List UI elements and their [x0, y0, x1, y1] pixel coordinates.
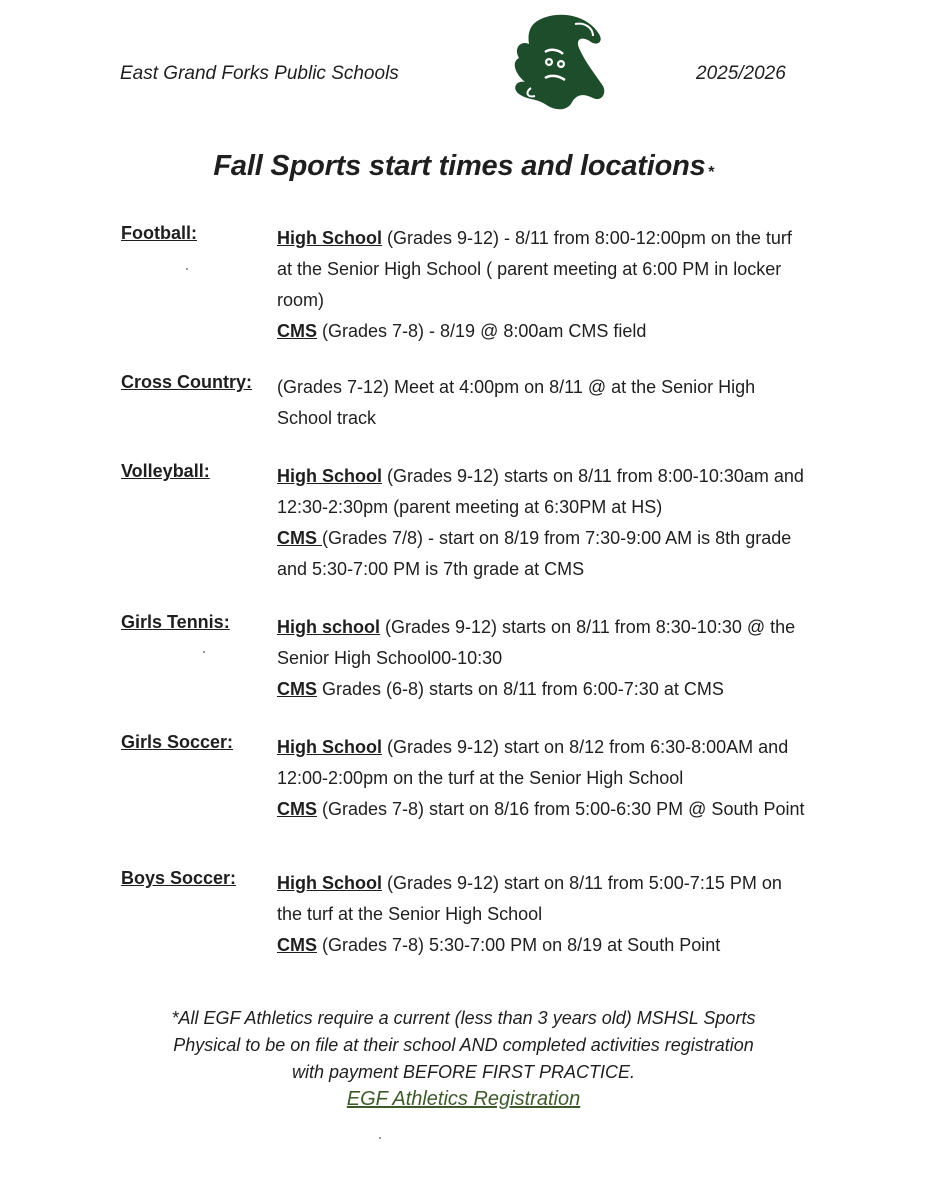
- sport-label: Volleyball:: [121, 461, 210, 481]
- sport-details: [277, 868, 807, 961]
- level-label: CMS: [277, 321, 317, 341]
- scan-speck: [186, 268, 188, 270]
- level-entry: [277, 868, 807, 930]
- level-label: High School: [277, 737, 382, 757]
- level-label: High School: [277, 873, 382, 893]
- level-entry: [277, 223, 807, 316]
- level-label: High school: [277, 617, 380, 637]
- level-entry: [277, 372, 807, 434]
- level-text: (Grades 7-8) start on 8/16 from 5:00-6:30 PM @ South Point: [317, 799, 805, 819]
- sport-label: Football:: [121, 223, 197, 243]
- level-label: CMS: [277, 799, 317, 819]
- school-year: 2025/2026: [696, 63, 786, 84]
- level-entry: [277, 523, 807, 585]
- level-entry: [277, 794, 807, 825]
- level-text: (Grades 9-12) starts on 8/11 from 8:30-10:30 @ the Senior High School00-10:30: [277, 617, 796, 668]
- level-text: Grades (6-8) starts on 8/11 from 6:00-7:30 at CMS: [317, 679, 724, 699]
- footnote-line: *All EGF Athletics require a current (less than 3 years old) MSHSL Sports: [171, 1008, 756, 1028]
- level-label: CMS: [277, 528, 322, 548]
- level-entry: [277, 930, 807, 961]
- sport-details: [277, 372, 807, 434]
- level-label: High School: [277, 228, 382, 248]
- level-entry: [277, 461, 807, 523]
- green-wave-logo: [505, 12, 611, 112]
- scan-speck: [203, 651, 205, 653]
- level-text: (Grades 7-8) 5:30-7:00 PM on 8/19 at South Point: [317, 935, 721, 955]
- sport-label: Girls Tennis:: [121, 612, 230, 632]
- footnote-line: Physical to be on file at their school AND completed activities registration: [173, 1035, 754, 1055]
- level-text: (Grades 7-8) - 8/19 @ 8:00am CMS field: [317, 321, 647, 341]
- level-label: High School: [277, 466, 382, 486]
- level-text: (Grades 9-12) start on 8/12 from 6:30-8:00AM and 12:00-2:00pm on the turf at the Senior High School: [277, 737, 789, 788]
- footnote-line: with payment BEFORE FIRST PRACTICE.: [291, 1062, 636, 1082]
- level-label: CMS: [277, 935, 317, 955]
- level-entry: [277, 612, 807, 674]
- requirements-footnote: [0, 1005, 927, 1113]
- level-text: (Grades 9-12) start on 8/11 from 5:00-7:15 PM on the turf at the Senior High School: [277, 873, 782, 924]
- sport-details: [277, 461, 807, 585]
- sport-details: [277, 223, 807, 347]
- sport-label: Cross Country:: [121, 372, 253, 392]
- title-text: Fall Sports start times and locations: [213, 150, 706, 182]
- level-entry: [277, 316, 807, 347]
- athletics-registration-link[interactable]: EGF Athletics Registration: [346, 1088, 581, 1110]
- level-entry: [277, 732, 807, 794]
- sport-details: [277, 732, 807, 825]
- scan-speck: [379, 1137, 381, 1139]
- level-text: (Grades 7-12) Meet at 4:00pm on 8/11 @ at the Senior High School track: [277, 377, 756, 428]
- level-text: (Grades 9-12) starts on 8/11 from 8:00-10:30am and 12:30-2:30pm (parent meeting at 6:30PM at HS): [277, 466, 804, 517]
- sport-label: Boys Soccer:: [121, 868, 237, 888]
- district-name: East Grand Forks Public Schools: [120, 63, 399, 84]
- level-text: (Grades 7/8) - start on 8/19 from 7:30-9:00 AM is 8th grade and 5:30-7:00 PM is 7th grade at CMS: [277, 528, 792, 579]
- title-asterisk: *: [707, 164, 714, 181]
- level-entry: [277, 674, 807, 705]
- level-text: (Grades 9-12) - 8/11 from 8:00-12:00pm on the turf at the Senior High School ( parent meeting at 6:00 PM in locker room): [277, 228, 792, 310]
- sport-label: Girls Soccer:: [121, 732, 234, 752]
- footnote-link-row: [0, 1086, 927, 1113]
- sport-details: [277, 612, 807, 705]
- page-title: [0, 150, 927, 183]
- level-label: CMS: [277, 679, 317, 699]
